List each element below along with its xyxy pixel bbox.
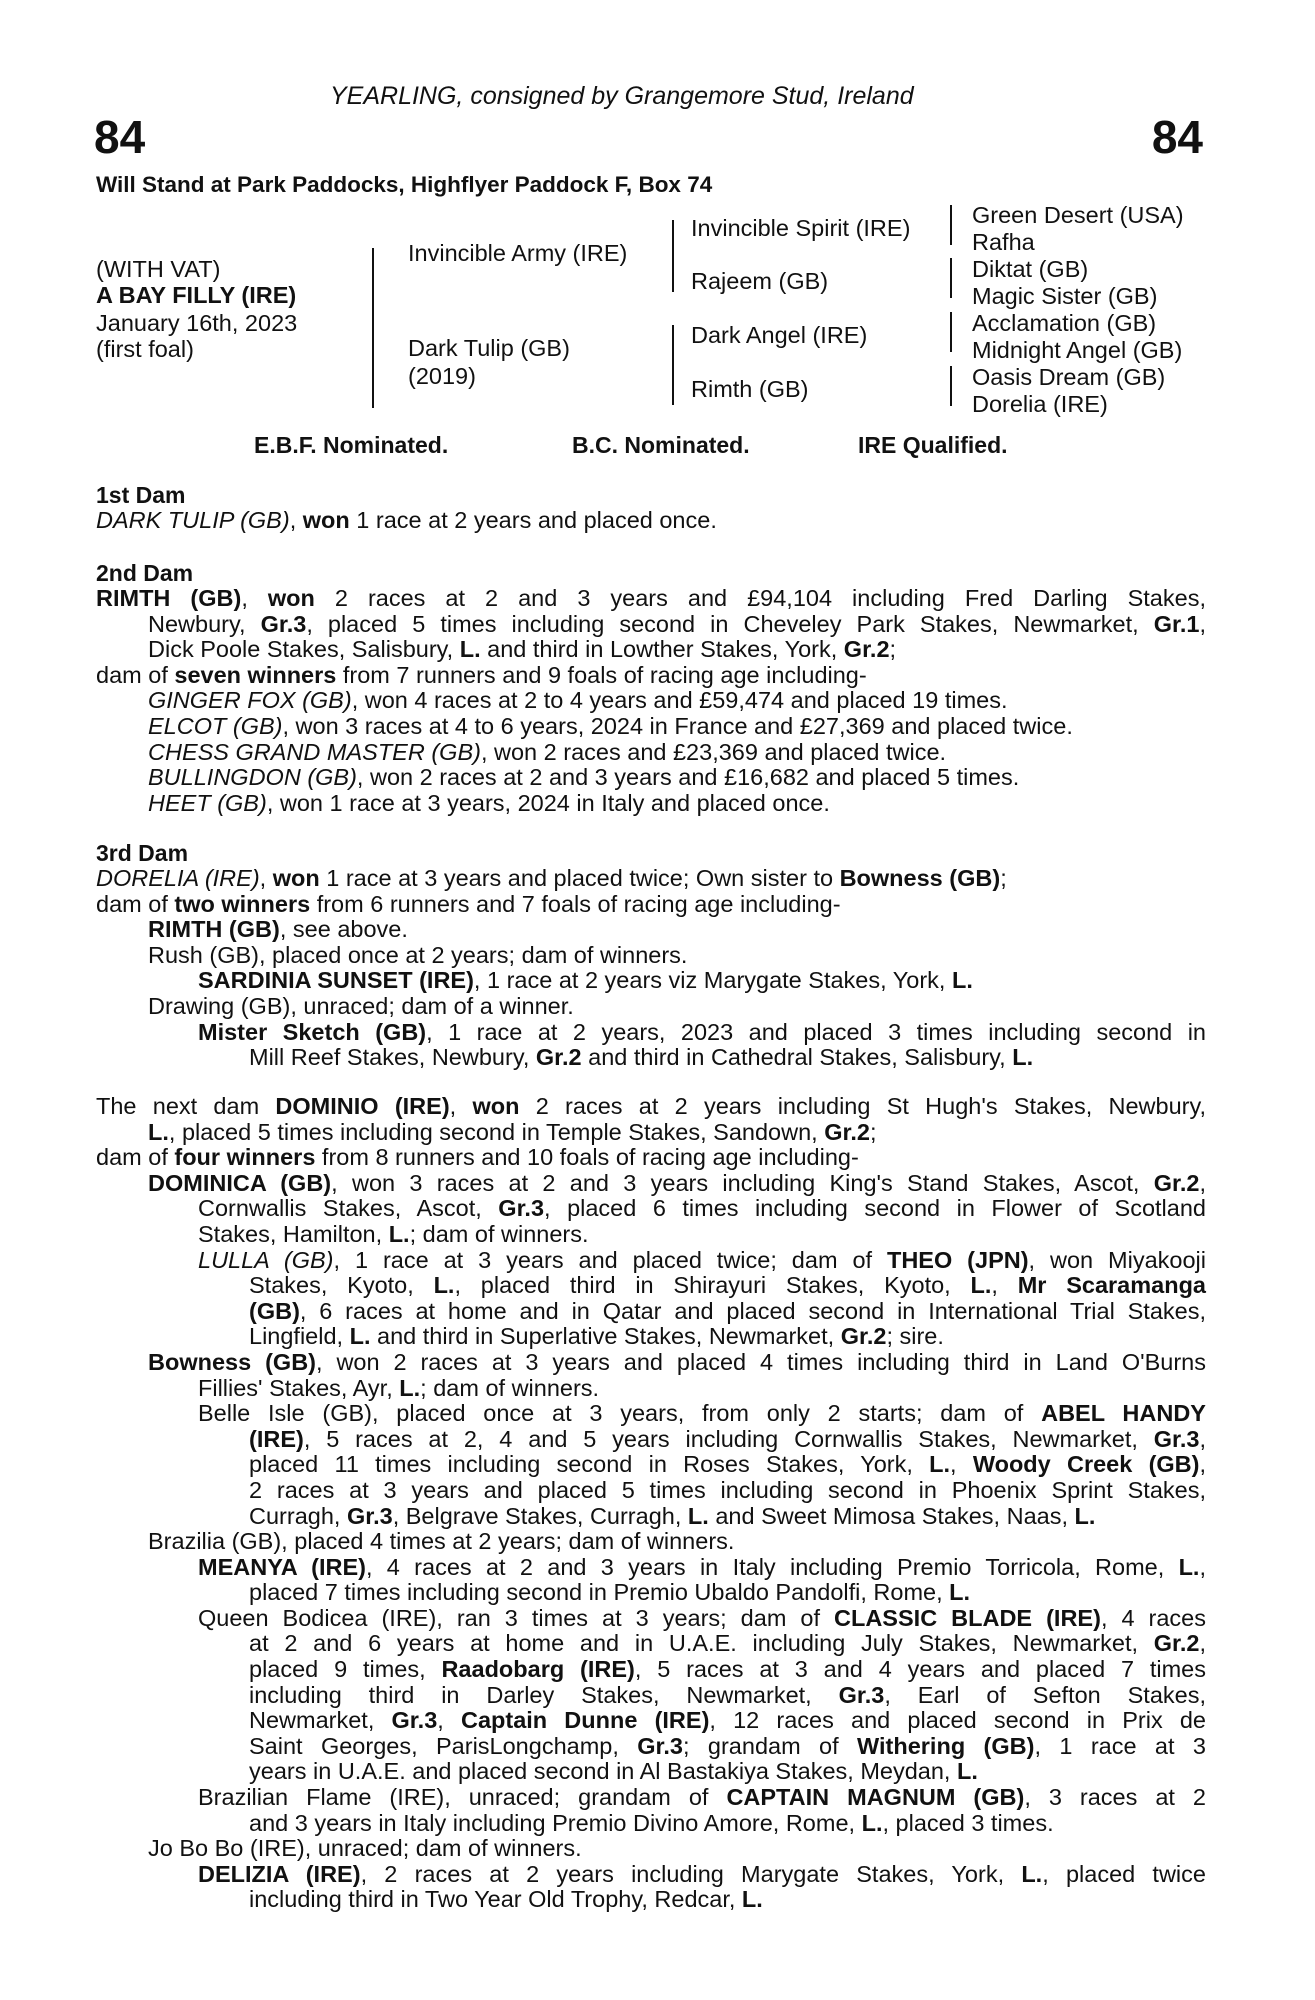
text-line: placed 11 times including second in Roses Stakes, York, L., Woody Creek (GB), (249, 1451, 1206, 1478)
sire-dam-dam: Magic Sister (GB) (972, 283, 1158, 309)
qualification-ire: IRE Qualified. (858, 432, 1008, 458)
text-line: RIMTH (GB), won 2 races at 2 and 3 years and £94,104 including Fred Darling Stakes, (96, 585, 1206, 611)
sire-dam: Rajeem (GB) (691, 268, 829, 294)
text-line: (IRE), 5 races at 2, 4 and 5 years including Cornwallis Stakes, Newmarket, Gr.3, (249, 1425, 1206, 1452)
text-line: at 2 and 6 years at home and in U.A.E. including July Stakes, Newmarket, Gr.2, (249, 1630, 1206, 1657)
horse-name: A BAY FILLY (IRE) (96, 282, 297, 308)
dam-sire-dam: Midnight Angel (GB) (972, 337, 1183, 363)
text-line: Mill Reef Stakes, Newbury, Gr.2 and third in Cathedral Stakes, Salisbury, L. (249, 1044, 1034, 1071)
text-line: ELCOT (GB), won 3 races at 4 to 6 years, 2024 in France and £27,369 and placed twice. (148, 712, 1073, 739)
text-line: including third in Two Year Old Trophy, Redcar, L. (249, 1886, 763, 1913)
text-line: Stakes, Hamilton, L.; dam of winners. (198, 1220, 589, 1247)
text-line: dam of seven winners from 7 runners and 9 foals of racing age including- (96, 661, 867, 688)
text-line: dam of two winners from 6 runners and 7 foals of racing age including- (96, 890, 841, 917)
sire-sire-dam: Rafha (972, 229, 1035, 255)
brace-ss (950, 205, 952, 245)
dam-dam: Rimth (GB) (691, 376, 809, 402)
brace-horse (372, 248, 374, 408)
dam-dam-sire: Oasis Dream (GB) (972, 364, 1166, 390)
text-line: 2 races at 3 years and placed 5 times including second in Phoenix Sprint Stakes, (249, 1476, 1206, 1503)
first-dam-text (96, 508, 1206, 534)
nomination-ebf: E.B.F. Nominated. (254, 432, 449, 458)
text-line: Jo Bo Bo (IRE), unraced; dam of winners. (148, 1835, 582, 1862)
text-line: MEANYA (IRE), 4 races at 2 and 3 years in Italy including Premio Torricola, Rome, L., (198, 1553, 1206, 1580)
text-line: Cornwallis Stakes, Ascot, Gr.3, placed 6 times including second in Flower of Scotland (198, 1195, 1206, 1222)
text-line: Fillies' Stakes, Ayr, L.; dam of winners. (198, 1374, 600, 1401)
text-line: Queen Bodicea (IRE), ran 3 times at 3 years; dam of CLASSIC BLADE (IRE), 4 races (198, 1604, 1207, 1631)
dam-year: (2019) (408, 363, 476, 389)
text-line: Brazilia (GB), placed 4 times at 2 years; dam of winners. (148, 1528, 735, 1555)
text-line: DOMINICA (GB), won 3 races at 2 and 3 years including King's Stand Stakes, Ascot, Gr.2, (148, 1169, 1207, 1196)
text-line: L., placed 5 times including second in Temple Stakes, Sandown, Gr.2; (148, 1118, 877, 1145)
text-line: Curragh, Gr.3, Belgrave Stakes, Curragh, L. and Sweet Mimosa Stakes, Naas, L. (249, 1502, 1096, 1529)
text-line: The next dam DOMINIO (IRE), won 2 races at 2 years including St Hugh's Stakes, Newbury, (96, 1093, 1206, 1119)
text-line: Stakes, Kyoto, L., placed third in Shirayuri Stakes, Kyoto, L., Mr Scaramanga (249, 1272, 1206, 1299)
text-line: Bowness (GB), won 2 races at 3 years and placed 4 times including third in Land O'Burns (148, 1348, 1206, 1375)
text-line: SARDINIA SUNSET (IRE), 1 race at 2 years viz Marygate Stakes, York, L. (198, 967, 973, 994)
text-line: DARK TULIP (GB), won 1 race at 2 years and placed once. (96, 507, 717, 533)
text-line: CHESS GRAND MASTER (GB), won 2 races and £23,369 and placed twice. (148, 738, 947, 765)
horse-note: (first foal) (96, 336, 194, 362)
text-line: Newbury, Gr.3, placed 5 times including second in Cheveley Park Stakes, Newmarket, Gr.1, (148, 610, 1206, 637)
text-line: Brazilian Flame (IRE), unraced; grandam of CAPTAIN MAGNUM (GB), 3 races at 2 (198, 1784, 1206, 1811)
brace-ds (950, 312, 952, 352)
dam: Dark Tulip (GB) (408, 335, 570, 361)
venue-line: Will Stand at Park Paddocks, Highflyer Paddock F, Box 74 (96, 172, 713, 197)
next-dam-text (96, 1094, 1206, 1913)
heading-2nd-dam: 2nd Dam (96, 560, 194, 586)
lot-number-right: 84 (1151, 111, 1203, 163)
text-line: (GB), 6 races at home and in Qatar and placed second in International Trial Stakes, (249, 1297, 1206, 1324)
sire-dam-sire: Diktat (GB) (972, 256, 1089, 282)
heading-1st-dam: 1st Dam (96, 482, 186, 508)
text-line: Belle Isle (GB), placed once at 3 years, from only 2 starts; dam of ABEL HANDY (198, 1400, 1206, 1427)
text-line: placed 9 times, Raadobarg (IRE), 5 races at 3 and 4 years and placed 7 times (249, 1656, 1206, 1683)
text-line: Dick Poole Stakes, Salisbury, L. and third in Lowther Stakes, York, Gr.2; (148, 636, 897, 663)
third-dam-text (96, 866, 1206, 1071)
lot-number-left: 84 (94, 111, 146, 163)
brace-dd (950, 366, 952, 406)
nomination-bc: B.C. Nominated. (572, 432, 750, 458)
text-line: Lingfield, L. and third in Superlative Stakes, Newmarket, Gr.2; sire. (249, 1323, 944, 1350)
sire: Invincible Army (IRE) (408, 240, 628, 266)
horse-dob: January 16th, 2023 (96, 310, 298, 336)
text-line: LULLA (GB), 1 race at 3 years and placed twice; dam of THEO (JPN), won Miyakooji (198, 1246, 1206, 1273)
text-line: Saint Georges, ParisLongchamp, Gr.3; grandam of Withering (GB), 1 race at 3 (249, 1732, 1206, 1759)
consignment-header: YEARLING, consigned by Grangemore Stud, Ireland (330, 82, 914, 110)
text-line: GINGER FOX (GB), won 4 races at 2 to 4 years and £59,474 and placed 19 times. (148, 687, 1008, 714)
text-line: DELIZIA (IRE), 2 races at 2 years including Marygate Stakes, York, L., placed twice (198, 1860, 1206, 1887)
text-line: Newmarket, Gr.3, Captain Dunne (IRE), 12 races and placed second in Prix de (249, 1707, 1206, 1734)
text-line: DORELIA (IRE), won 1 race at 3 years and placed twice; Own sister to Bowness (GB); (96, 865, 1007, 891)
text-line: Mister Sketch (GB), 1 race at 2 years, 2023 and placed 3 times including second in (198, 1018, 1206, 1045)
text-line: Rush (GB), placed once at 2 years; dam of winners. (148, 941, 688, 968)
second-dam-text (96, 586, 1206, 816)
text-line: dam of four winners from 8 runners and 10 foals of racing age including- (96, 1144, 859, 1171)
brace-sire (672, 220, 674, 292)
text-line: RIMTH (GB), see above. (148, 916, 408, 943)
vat-note: (WITH VAT) (96, 256, 221, 282)
brace-dam (672, 325, 674, 405)
dam-dam-dam: Dorelia (IRE) (972, 391, 1108, 417)
text-line: and 3 years in Italy including Premio Divino Amore, Rome, L., placed 3 times. (249, 1809, 1054, 1836)
text-line: placed 7 times including second in Premio Ubaldo Pandolfi, Rome, L. (249, 1579, 971, 1606)
text-line: HEET (GB), won 1 race at 3 years, 2024 in Italy and placed once. (148, 789, 830, 816)
text-line: including third in Darley Stakes, Newmarket, Gr.3, Earl of Sefton Stakes, (249, 1681, 1206, 1708)
dam-sire-sire: Acclamation (GB) (972, 310, 1157, 336)
dam-sire: Dark Angel (IRE) (691, 322, 868, 348)
text-line: BULLINGDON (GB), won 2 races at 2 and 3 years and £16,682 and placed 5 times. (148, 764, 1020, 791)
sire-sire: Invincible Spirit (IRE) (691, 215, 911, 241)
brace-sd (950, 258, 952, 298)
text-line: years in U.A.E. and placed second in Al Bastakiya Stakes, Meydan, L. (249, 1758, 978, 1785)
heading-3rd-dam: 3rd Dam (96, 840, 189, 866)
text-line: Drawing (GB), unraced; dam of a winner. (148, 992, 574, 1019)
sire-sire-sire: Green Desert (USA) (972, 202, 1184, 228)
